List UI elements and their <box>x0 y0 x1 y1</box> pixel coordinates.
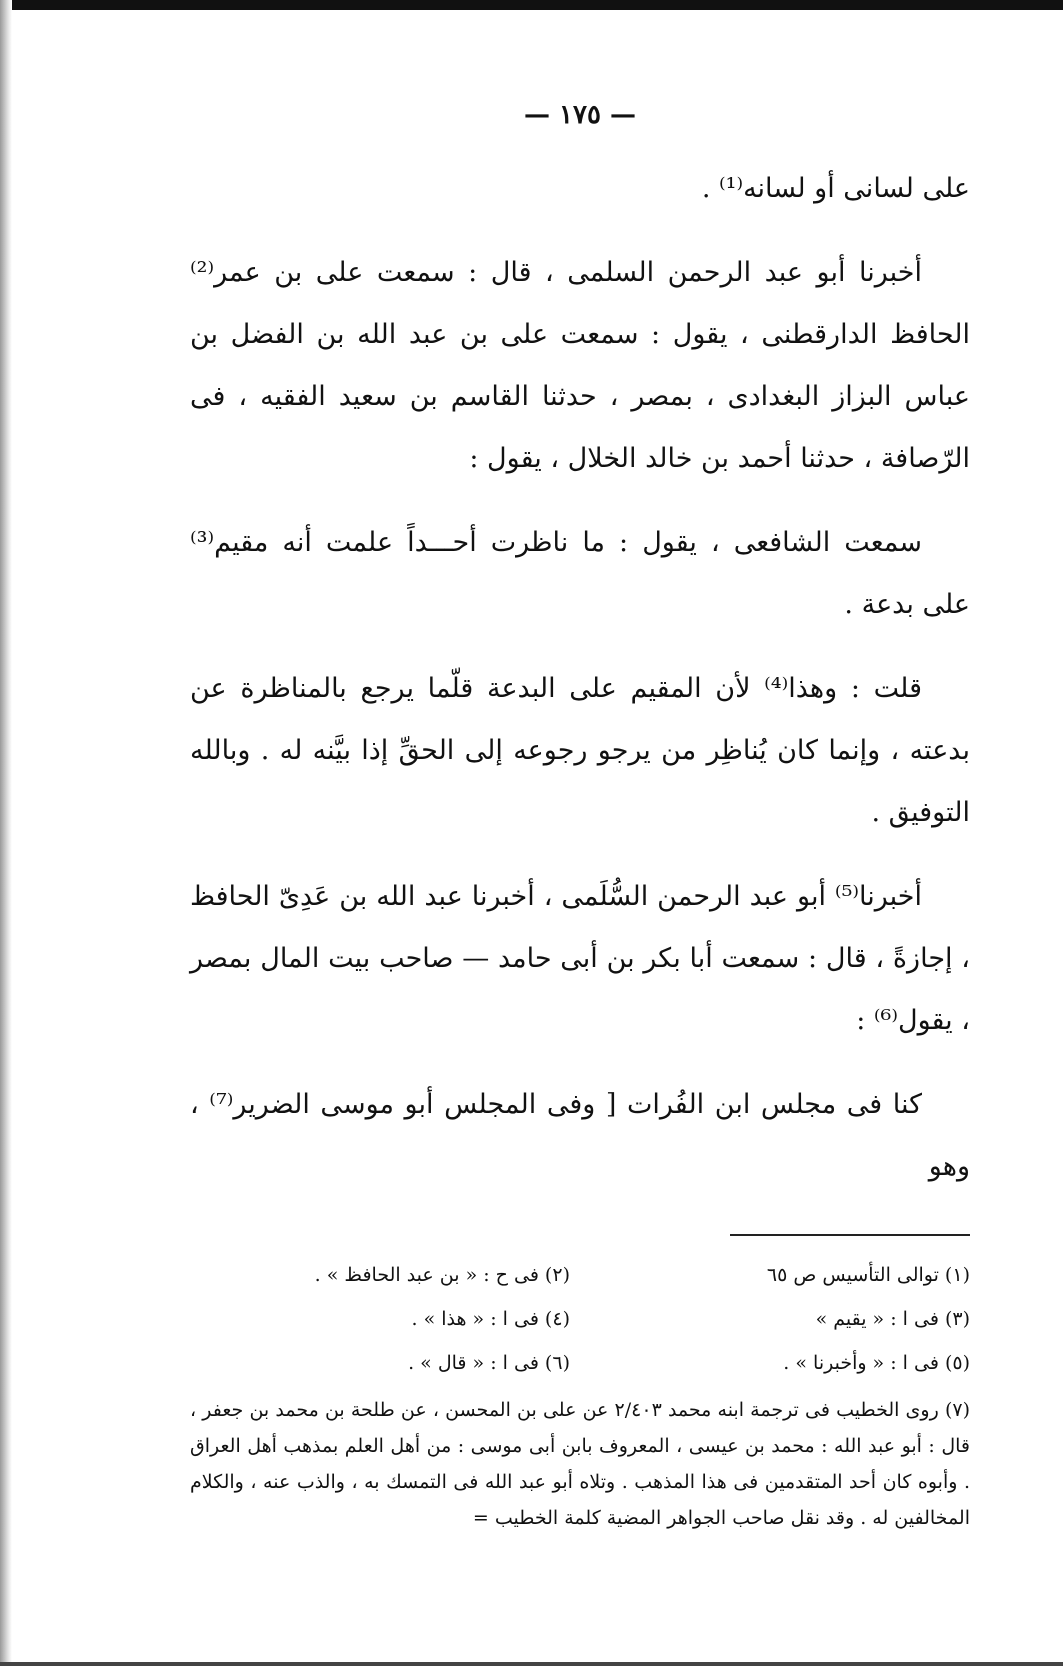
paragraph: قلت : وهذا⁽⁴⁾ لأن المقيم على البدعة قلّما يرجع بالمناظرة عن بدعته ، وإنما كان يُناظِر من يرجو رجوعه إلى الحقِّ إذا بيَّنه له . وبالله التوفيق . <box>190 673 970 828</box>
paragraph: كنا فى مجلس ابن الفُرات [ وفى المجلس أبو موسى الضرير⁽⁷⁾ ، وهو <box>190 1089 970 1182</box>
scan-edge-bottom <box>0 1662 1063 1666</box>
footnote-separator-wrap <box>190 1198 970 1256</box>
book-page <box>190 100 970 1536</box>
page-number: — ١٧٥ — <box>523 100 637 130</box>
footnote-seven: (٧) روى الخطيب فى ترجمة ابنه محمد ٢/٤٠٣ عن على بن المحسن ، عن طلحة بن محمد بن جعفر ، قال : أبو عبد الله : محمد بن عيسى ، المعروف بابن أبى موسى : من أهل العلم بمذهب أهل العراق . وأبوه كان أحد المتقدمين فى هذا المذهب . وتلاه أبو عبد الله فى التمسك به ، والذب عنه ، والكلام المخالفين له . وقد نقل صاحب الجواهر المضية كلمة الخطيب = <box>190 1399 970 1529</box>
paragraph: أخبرنا⁽⁵⁾ أبو عبد الرحمن السُّلَمى ، أخبرنا عبد الله بن عَدِىّ الحافظ ، إجازةً ، قال : سمعت أبا بكر بن أبى حامد — صاحب بيت المال بمصر ، يقول⁽⁶⁾ : <box>190 881 970 1036</box>
paragraph: على لسانى أو لسانه⁽¹⁾ . <box>701 173 970 204</box>
footnotes-short <box>190 1256 970 1382</box>
footnote: (٤) فى ا : « هذا » . <box>411 1308 570 1330</box>
footnote-long <box>190 1392 970 1536</box>
scan-edge-left <box>0 0 12 1666</box>
footnote: (٢) فى ح : « بن عبد الحافظ » . <box>314 1264 570 1286</box>
paragraph: أخبرنا أبو عبد الرحمن السلمى ، قال : سمعت على بن عمر⁽²⁾ الحافظ الدارقطنى ، يقول : سمعت على بن عبد الله بن الفضل بن عباس البزاز البغدادى ، بمصر ، حدثنا القاسم بن سعيد الفقيه ، فى الرّصافة ، حدثنا أحمد بن خالد الخلال ، يقول : <box>190 257 970 474</box>
main-text <box>190 158 970 1198</box>
footnote-separator <box>730 1234 970 1236</box>
footnote: (٣) فى ا : « يقيم » <box>815 1308 970 1330</box>
footnote: (٦) فى ا : « قال » . <box>408 1352 570 1374</box>
footnote: (١) توالى التأسيس ص ٦٥ <box>766 1264 970 1286</box>
scan-edge-top <box>0 0 1063 10</box>
paragraph: سمعت الشافعى ، يقول : ما ناظرت أحـــداً علمت أنه مقيم⁽³⁾ على بدعة . <box>190 527 970 620</box>
footnote: (٥) فى ا : « وأخبرنا » . <box>783 1352 970 1374</box>
